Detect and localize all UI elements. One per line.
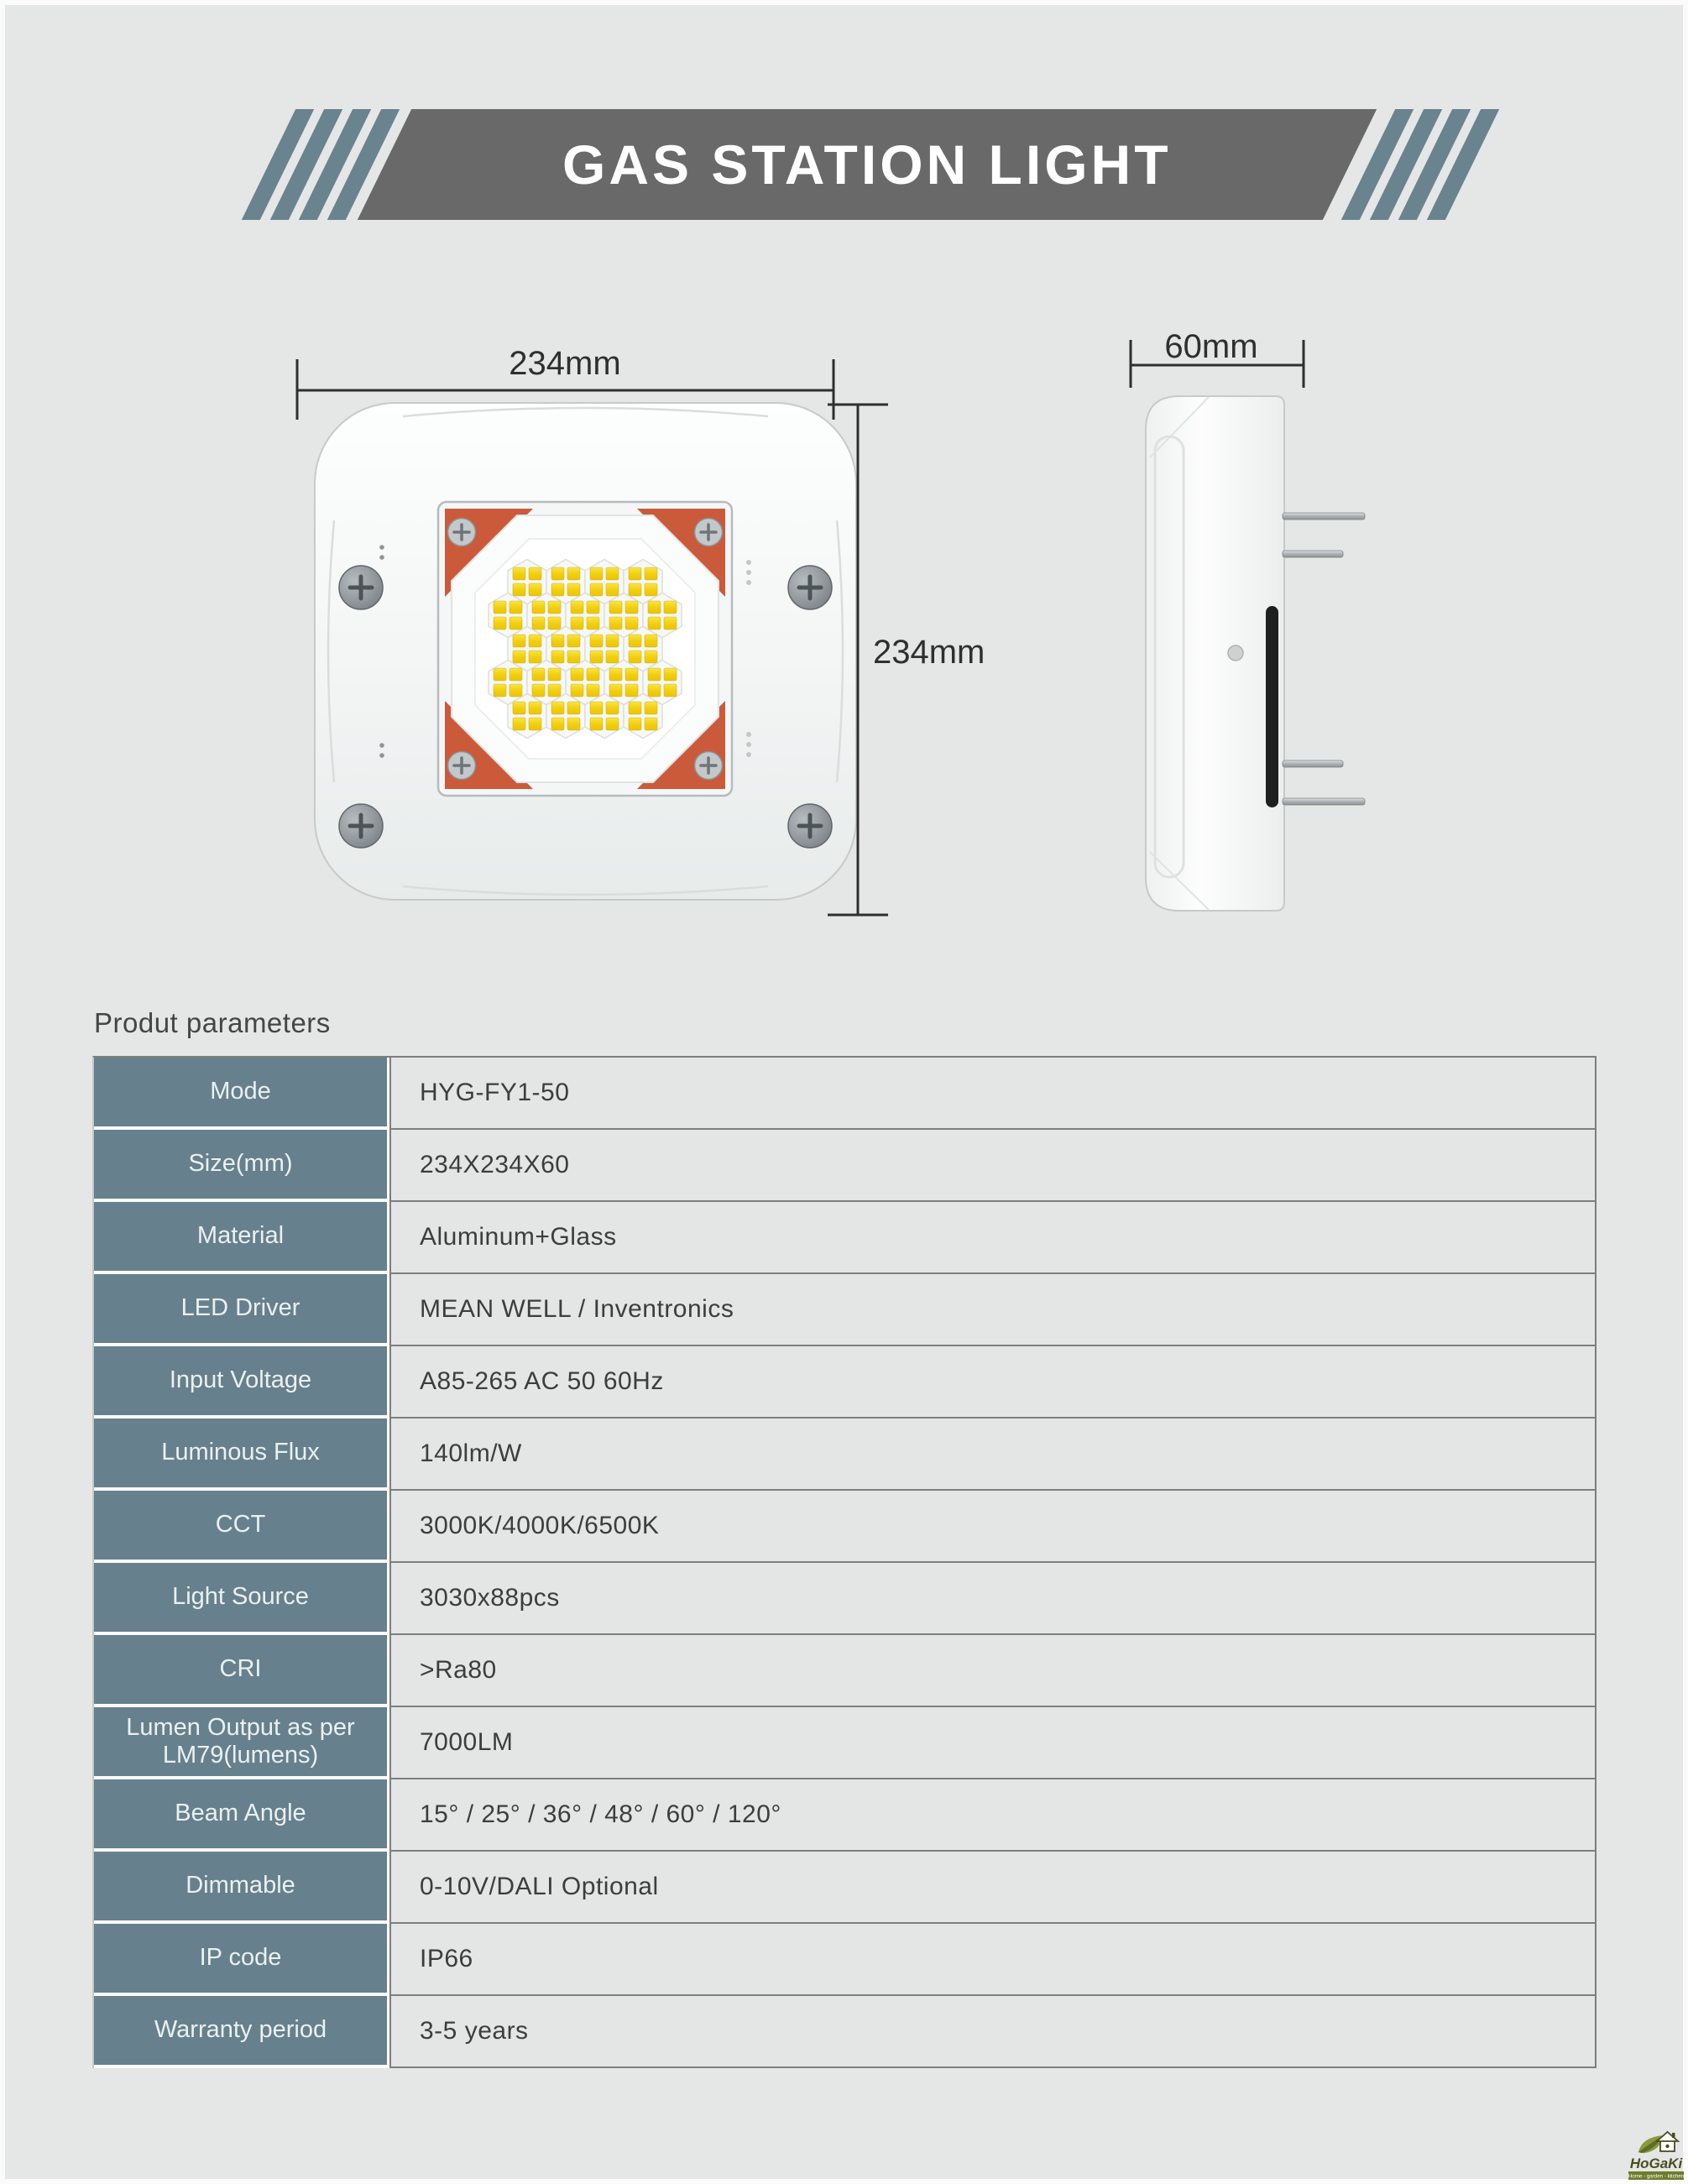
table-row [94,1924,1597,1996]
product-diagram-svg [235,311,1469,948]
row-value: 0-10V/DALI Optional [389,1852,1597,1924]
row-label: Mode [94,1058,389,1130]
parameters-heading: Produt parameters [94,1007,331,1038]
screw-icon [695,519,723,546]
screw-icon [788,566,832,609]
table-row [94,1058,1597,1130]
led-array [489,560,682,739]
table-row [94,1274,1597,1346]
banner-bar [358,109,1377,220]
row-value: 7000LM [389,1707,1597,1779]
front-height-dimension-label: 234mm [873,634,985,671]
row-value: 234X234X60 [389,1130,1597,1202]
table-row [94,1635,1597,1707]
row-label: Input Voltage [94,1346,389,1419]
front-width-dimension-label: 234mm [509,345,621,382]
table-row [94,1779,1597,1852]
side-depth-dimension-label: 60mm [1164,328,1258,365]
row-label: CCT [94,1491,389,1563]
row-label: Material [94,1202,389,1274]
row-label: Light Source [94,1563,389,1635]
row-value: IP66 [389,1924,1597,1996]
row-label: IP code [94,1924,389,1996]
table-row [94,1996,1597,2068]
row-label: Dimmable [94,1852,389,1924]
page-title: GAS STATION LIGHT [562,133,1172,196]
logo-name: HoGaKi [1629,2155,1683,2171]
row-label: Beam Angle [94,1779,389,1852]
title-banner [0,109,1688,220]
table-row [94,1346,1597,1419]
table-row [94,1419,1597,1491]
mounting-pin-icon [1283,760,1343,767]
row-value: 140lm/W [389,1419,1597,1491]
screw-icon [339,566,383,609]
row-label: Lumen Output as per LM79(lumens) [94,1707,389,1779]
row-value: MEAN WELL / Inventronics [389,1274,1597,1346]
row-value: 3000K/4000K/6500K [389,1491,1597,1563]
row-value: HYG-FY1-50 [389,1058,1597,1130]
house-icon [1657,2132,1678,2151]
screw-icon [448,519,476,546]
row-label: CRI [94,1635,389,1707]
row-value: 3030x88pcs [389,1563,1597,1635]
table-row [94,1202,1597,1274]
row-label: Size(mm) [94,1130,389,1202]
row-label: Luminous Flux [94,1419,389,1491]
row-value: >Ra80 [389,1635,1597,1707]
screw-icon [339,804,383,848]
table-row [94,1852,1597,1924]
parameters-table [92,1056,1597,2068]
table-row [94,1563,1597,1635]
row-value: 3-5 years [389,1996,1597,2068]
product-diagram [235,311,1469,948]
row-label: LED Driver [94,1274,389,1346]
logo-tagline: Home - garden - kitchen [1628,2173,1685,2180]
side-view-illustration [1146,396,1365,911]
screw-icon [448,752,476,780]
side-slot [1266,606,1278,807]
mounting-pin-icon [1283,513,1365,520]
side-hole [1228,645,1243,661]
row-label: Warranty period [94,1996,389,2068]
screw-icon [695,752,723,780]
table-row [94,1491,1597,1563]
row-value: A85-265 AC 50 60Hz [389,1346,1597,1419]
brand-logo [1627,2130,1685,2182]
table-row [94,1130,1597,1202]
row-value: Aluminum+Glass [389,1202,1597,1274]
mounting-pin-icon [1283,798,1365,805]
row-value: 15° / 25° / 36° / 48° / 60° / 120° [389,1779,1597,1852]
brand-logo-svg [1627,2130,1685,2182]
screw-icon [788,804,832,848]
mounting-pin-icon [1283,551,1343,557]
front-view-illustration [315,403,856,900]
table-row [94,1707,1597,1779]
